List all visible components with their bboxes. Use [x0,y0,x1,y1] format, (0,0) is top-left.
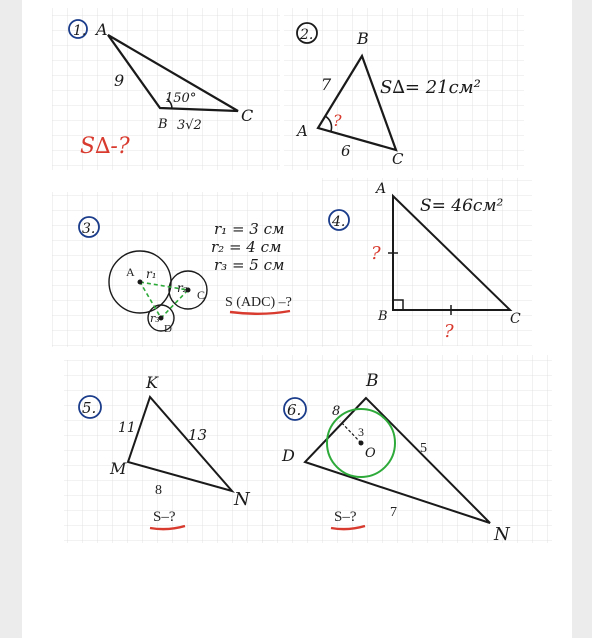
vertex-a-label: A [96,20,108,39]
worksheet-page [22,0,572,638]
vertex-d-label: D [282,446,295,465]
leg-bc-question: ? [444,321,454,342]
vertex-a-label: A [297,122,308,140]
vertex-b-label: B [378,309,388,324]
incenter-point [359,441,364,446]
segment-n-label: 7 [390,505,397,520]
vertex-a-label: A [376,181,387,197]
problem-number: 2. [300,27,314,43]
vertex-n-label: N [494,524,510,545]
vertex-b-label: B [357,29,369,48]
radius-mark-r1: r₁ [146,267,157,281]
radius-2-text: r₂ = 4 см [211,238,282,256]
grid-panel-3 [52,192,334,347]
side-bc-label: 3√2 [177,118,202,133]
question-label: S (ADC) –? [225,295,292,310]
geometry-worksheet [22,0,572,638]
angle-question-mark: ? [333,111,342,130]
center-o-label: O [365,446,376,461]
side-db-label: 8 [332,404,341,419]
side-ac-label: 6 [341,142,351,160]
vertex-n-label: N [234,489,250,510]
problem-number: 1. [73,23,87,39]
question-label: S∆-? [80,134,130,159]
side-mn-label: 8 [155,483,162,498]
side-ab-label: 7 [321,75,332,94]
question-label: S–? [153,509,176,525]
point-c-label: C [197,288,206,302]
vertex-m-label: M [110,459,127,478]
vertex-b-label: B [366,371,379,391]
side-km-label: 11 [118,420,136,436]
side-ab-label: 9 [114,71,125,90]
vertex-c-label: C [392,150,404,168]
center-1 [138,280,143,285]
problem-number: 5. [82,399,97,417]
leg-ab-question: ? [371,243,381,264]
side-kn-label: 13 [188,426,208,444]
area-given-label: S∆= 21см² [380,77,481,98]
area-given-label: S= 46см² [420,196,504,216]
angle-b-label: 150° [165,91,197,106]
vertex-k-label: K [146,373,158,392]
side-bn-label: 5 [420,441,427,456]
grid-panel-6 [262,355,552,543]
vertex-c-label: C [510,311,521,327]
radius-1-text: r₁ = 3 см [214,220,285,238]
radius-3-text: r₃ = 5 см [214,256,285,274]
point-d-label: D [164,323,172,335]
problem-number: 6. [287,401,302,419]
point-a-label: A [126,265,135,279]
vertex-c-label: C [241,106,254,125]
radius-mark-r2: r₂ [177,281,188,295]
problem-number: 3. [82,221,96,237]
vertex-b-label: B [158,117,168,132]
radius-mark-r3: r₃ [150,312,160,325]
problem-number: 4. [332,214,346,230]
radius-label: 3 [358,425,364,439]
question-label: S–? [334,509,357,525]
